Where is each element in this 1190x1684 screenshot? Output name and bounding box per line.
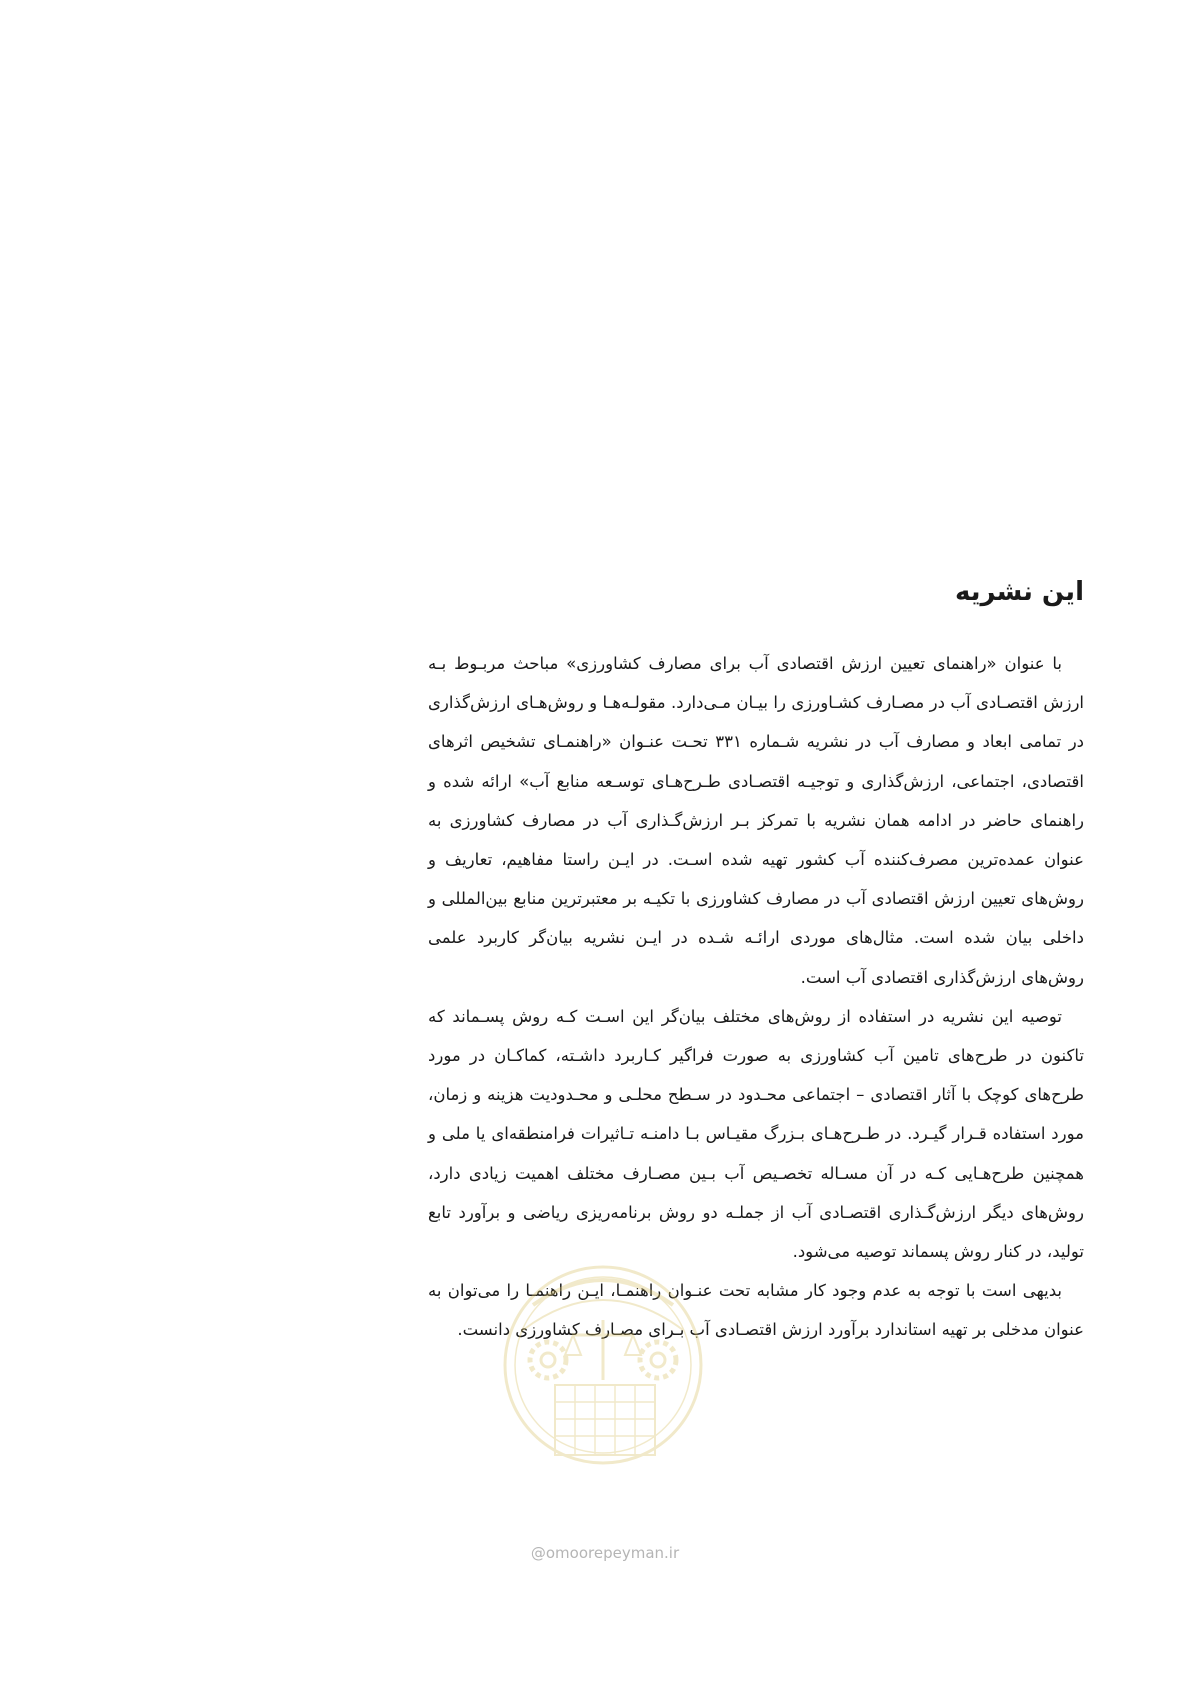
watermark-seal-icon [493,1235,713,1475]
paragraph-conclusion: بدیهی است با توجه به عدم وجود کار مشابه تحت عنـوان راهنمـا، ایـن راهنمـا را می‌توان به عنوان مدخلی بر تهیه استاندارد برآورد ارزش اقتصـادی آب بـرای مصـارف کشاورزی دانست. [428,1281,1084,1340]
section-heading: این نشریه [954,577,1084,607]
watermark-site-label: @omoorepeyman.ir [530,1544,680,1562]
paragraph-recommendation: توصیه این نشریه در استفاده از روش‌های مختلف بیان‌گر این اسـت کـه روش پسـماند که تاکنون در طرح‌های تامین آب کشاورزی به صورت فراگیر کـاربرد داشـته، کماکـان در مورد طرح‌های کوچک با آثار اقتصادی – اجتماعی محـدود در سـطح محلـی و محـدودیت هزینه و زمان، مورد استفاده قـرار گیـرد. در طـرح‌هـای بـزرگ مقیـاس بـا دامنـه تـاثیرات فرامنطقه‌ای یا ملی و همچنین طرح‌هـایی کـه در آن مسـاله تخصـیص آب بـین مصـارف مختلف اهمیت زیادی دارد، روش‌های دیگر ارزش‌گـذاری اقتصـادی آب از جملـه دو روش برنامه‌ریزی ریاضی و برآورد تابع تولید، در کنار روش پسماند توصیه می‌شود. [428,1006,1084,1262]
paragraph-intro: با عنوان «راهنمای تعیین ارزش اقتصادی آب برای مصارف کشاورزی» مباحث مربـوط بـه ارزش اقتصـادی آب در مصـارف کشـاورزی را بیـان مـی‌دارد. مقولـه‌هـا و روش‌هـای ارزش‌گذاری در تمامی ابعاد و مصارف آب در نشریه شـماره ۳۳۱ تحـت عنـوان «راهنمـای تشخیص اثرهای اقتصادی، اجتماعی، ارزش‌گذاری و توجیـه اقتصـادی طـرح‌هـای توسـعه منابع آب» ارائه شده و راهنمای حاضر در ادامه همان نشریه با تمرکز بـر ارزش‌گـذاری آب در مصارف کشاورزی به عنوان عمده‌ترین مصرف‌کننده آب کشور تهیه شده اسـت. در ایـن راستا مفاهیم، تعاریف و روش‌های تعیین ارزش اقتصادی آب در مصارف کشاورزی با تکیـه بر معتبرترین منابع بین‌المللی و داخلی بیان شده است. مثال‌های موردی ارائـه شـده در ایـن نشریه بیان‌گر کاربرد علمی روش‌های ارزش‌گذاری اقتصادی آب است. [428,654,1085,987]
